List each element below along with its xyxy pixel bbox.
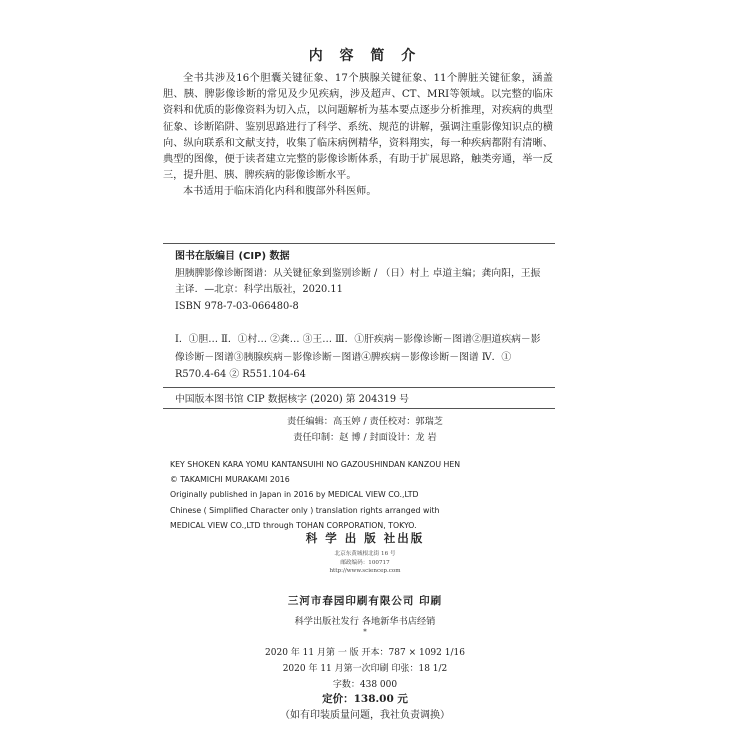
distribution-line: 科学出版社发行 各地新华书店经销 bbox=[294, 616, 436, 627]
cip-bottom-rule bbox=[163, 408, 555, 409]
publisher-website: http://www.sciencep.com bbox=[329, 568, 401, 575]
original-publication: Originally published in Japan in 2016 by MEDICAL VIEW CO.,LTD bbox=[170, 490, 419, 500]
print-specs bbox=[0, 646, 730, 693]
intro-audience: 本书适用于临床消化内科和腹部外科医师。 bbox=[183, 186, 377, 198]
price: 定价：138.00 元 bbox=[322, 693, 408, 705]
original-title: KEY SHOKEN KARA YOMU KANTANSUIHI NO GAZOUSHINDAN KANZOU HEN bbox=[170, 460, 461, 469]
editors-line-2: 责任印制：赵 博 / 封面设计：龙 岩 bbox=[293, 432, 437, 443]
translation-rights: Chinese ( Simplified Character only ) translation rights arranged with bbox=[170, 505, 440, 515]
word-count: 字数：438 000 bbox=[332, 679, 398, 690]
publisher-address: 北京东黄城根北街 16 号 bbox=[334, 551, 396, 557]
page-title: 内 容 简 介 bbox=[308, 48, 422, 64]
cip-check-number: 中国版本图书馆 CIP 数据核字 (2020) 第 204319 号 bbox=[175, 394, 409, 405]
cip-heading: 图书在版编目 (CIP) 数据 bbox=[175, 251, 290, 262]
cip-title-line: 胆胰脾影像诊断图谱：从关键征象到鉴别诊断 / （日）村上 卓道主编；龚向阳，王振主译．—北京：科学出版社，2020.11 bbox=[175, 268, 541, 296]
cip-top-rule bbox=[163, 243, 555, 244]
cip-isbn: ISBN 978-7-03-066480-8 bbox=[175, 300, 299, 312]
publisher-name: 科 学 出 版 社出版 bbox=[305, 531, 425, 545]
quality-note: （如有印装质量问题，我社负责调换） bbox=[280, 710, 450, 721]
copyright-line: © TAKAMICHI MURAKAMI 2016 bbox=[170, 475, 290, 485]
cip-record bbox=[175, 266, 550, 315]
intro-section bbox=[163, 71, 553, 201]
separator-star: * bbox=[363, 628, 367, 636]
printing-line: 2020 年 11 月第一次印刷 印张：18 1/2 bbox=[282, 663, 448, 674]
rights-agency: MEDICAL VIEW CO.,LTD through TOHAN CORPORATION, TOKYO. bbox=[170, 520, 417, 530]
english-rights-notice bbox=[170, 457, 460, 533]
printer-name: 三河市春园印刷有限公司 印刷 bbox=[287, 595, 443, 607]
edition-line: 2020 年 11 月第 一 版 开本：787 × 1092 1/16 bbox=[265, 648, 465, 658]
editors-credits bbox=[0, 414, 730, 446]
editors-line-1: 责任编辑：高玉婷 / 责任校对：郭瑞芝 bbox=[287, 416, 443, 427]
cip-classification: Ⅰ．①胆… Ⅱ．①村… ②龚… ③王… Ⅲ．①肝疾病－影像诊断－图谱②胆道疾病－影像诊断－图谱③胰腺疾病－影像诊断－图谱④脾疾病－影像诊断－图谱 Ⅳ．① R570.4-64 ② R551.104-64 bbox=[175, 334, 541, 380]
publisher-address-block bbox=[0, 550, 730, 576]
cip-check-top-rule bbox=[163, 387, 555, 388]
publisher-postcode: 邮政编码：100717 bbox=[340, 559, 390, 566]
intro-paragraph: 全书共涉及16个胆囊关键征象、17个胰腺关键征象、11个脾脏关键征象，涵盖胆、胰、脾影像诊断的常见及少见疾病，涉及超声、CT、MRI等领域。以完整的临床资料和优质的影像资料为切入点，以问题解析为基本要点逐步分析推理，对疾病的典型征象、诊断陷阱、鉴别思路进行了科学、系统、规范的讲解，强调注重影像知识点的横向、纵向联系和文献支持，收集了临床病例精华，资料翔实，每一种疾病都附有清晰、典型的图像，便于读者建立完整的影像诊断体系，有助于扩展思路，触类旁通，举一反三，提升胆、胰、脾疾病的影像诊断水平。 bbox=[163, 73, 553, 182]
